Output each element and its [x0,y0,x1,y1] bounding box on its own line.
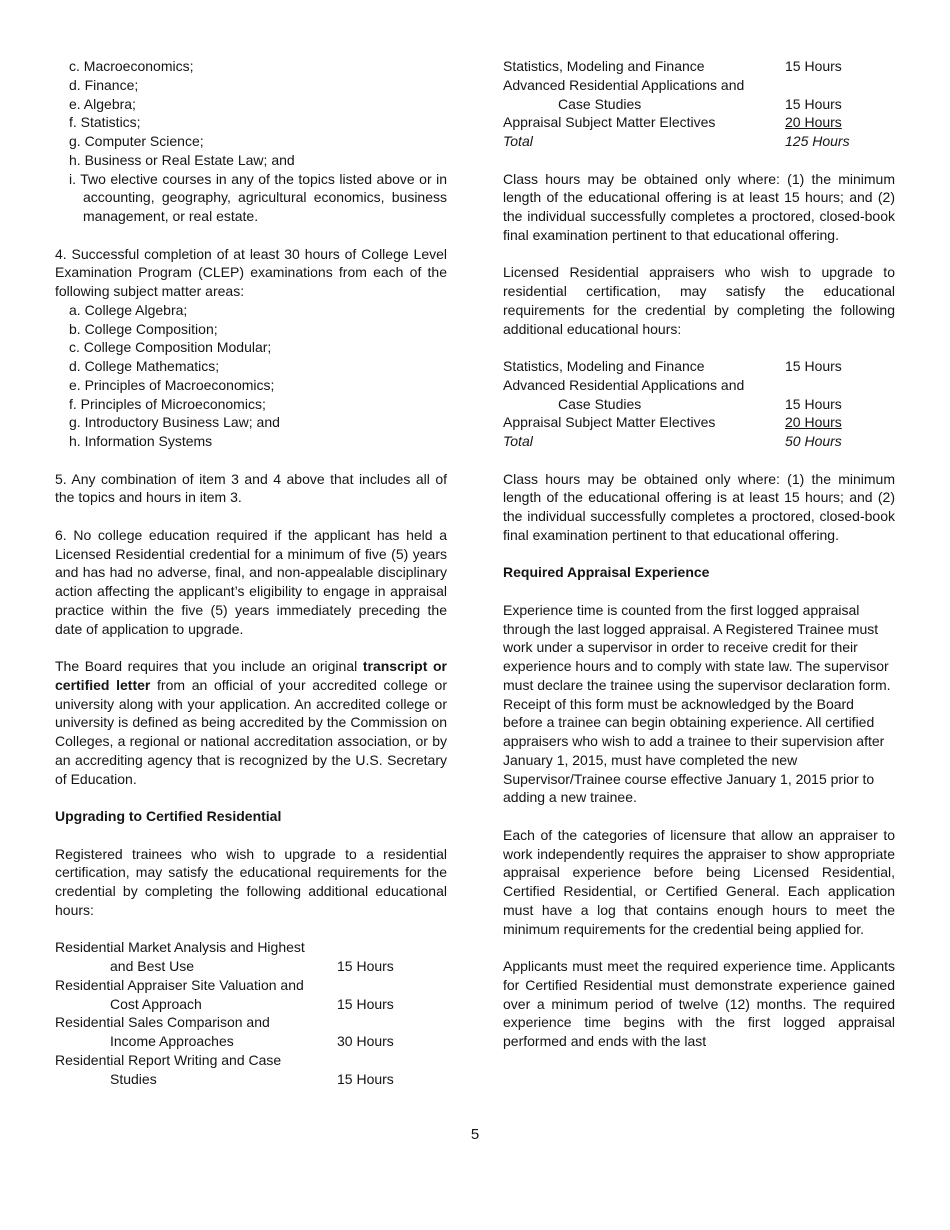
licensed-upgrade-intro-paragraph: Licensed Residential appraisers who wish to upgrade to residential certification, may satisfy the educational requirements for the credential by completing the following additional educational hours: [503,264,895,337]
list-item-statistics: f. Statistics; [69,114,141,131]
list-item-business-law: h. Business or Real Estate Law; and [69,151,295,168]
class-hours-paragraph-2: Class hours may be obtained only where: (1) the minimum length of the educational offering is at least 15 hours; and (2) the individual successfully completes a proctored, closed-book final examination pertinent to that educational offering. [503,470,895,543]
item4-paragraph: 4. Successful completion of at least 30 hours of College Level Examination Program (CLEP) examinations from each of the following subject matter areas: [55,245,447,299]
list-item-macroeconomics: c. Macroeconomics; [69,58,194,74]
list-item-finance: d. Finance; [69,76,139,93]
class-hours-paragraph-1: Class hours may be obtained only where: (1) the minimum length of the educational offering is at least 15 hours; and (2) the individual successfully completes a proctored, closed-book final examination pertinent to that educational offering. [503,170,895,243]
course-hours: 15 Hours [785,358,842,374]
trainee-upgrade-hours-table [503,57,895,151]
course-hours: 15 Hours [785,395,842,412]
applicants-paragraph: Applicants must meet the required experience time. Applicants for Certified Residential must demonstrate experience gained over a minimum period of twelve (12) months. The required experience time begins with the first logged appraisal performed and ends with the last [503,958,895,1049]
course-name: Advanced Residential Applications and [503,76,745,93]
list-item-college-composition: b. College Composition; [69,320,218,337]
course-hours-underlined: 20 Hours [785,414,842,431]
residential-course-hours-table [55,938,447,1088]
total-label: Total [503,433,533,449]
course-row [55,1013,447,1051]
left-column [55,57,447,1107]
course-name: Residential Report Writing and Case [55,1051,282,1068]
list-item-college-composition-modular: c. College Composition Modular; [69,339,272,356]
list-item-introductory-business-law: g. Introductory Business Law; and [69,414,280,431]
course-row [503,113,895,132]
upgrade-intro-paragraph: Registered trainees who wish to upgrade to a residential certification, may satisfy the educational requirements for the credential by completing the following additional educational hours: [55,845,447,918]
course-row [55,976,447,1014]
list-item-college-algebra: a. College Algebra; [69,301,188,318]
total-label: Total [503,133,533,149]
board-text-post: from an official of your accredited college or university along with your application. An accredited college or university is defined as being accredited by the Commission on Colleges, a regional or national accreditation association, or by an accrediting agency that is recognized by the U.S. Secretary of Education. [55,676,448,787]
course-hours: 15 Hours [785,58,842,74]
course-hours-underlined: 20 Hours [785,114,842,131]
list-item-college-mathematics: d. College Mathematics; [69,358,220,374]
course-name: Advanced Residential Applications and [503,376,745,393]
course-name: Statistics, Modeling and Finance [503,358,705,374]
total-row [503,132,895,151]
heading-required-appraisal-experience: Required Appraisal Experience [503,564,710,581]
course-name-continued: and Best Use [110,958,195,974]
course-name: Residential Market Analysis and Highest [55,939,305,956]
course-name-continued: Income Approaches [110,1033,234,1049]
board-requirement-paragraph [55,657,447,788]
list-item-principles-microeconomics: f. Principles of Microeconomics; [69,395,266,412]
board-text-pre: The Board requires that you include an original [55,658,363,674]
heading-upgrading-certified-residential: Upgrading to Certified Residential [55,808,282,824]
course-name-continued: Cost Approach [110,995,202,1012]
clep-list [55,301,447,451]
course-hours: 15 Hours [785,95,842,112]
course-name: Residential Appraiser Site Valuation and [55,976,304,993]
page-number: 5 [470,1126,480,1143]
list-item-electives: i. Two elective courses in any of the topics listed above or in accounting, geography, agricultural economics, business management, or real estate. [69,170,447,224]
total-hours: 125 Hours [785,133,850,149]
course-row [55,938,447,976]
experience-paragraph: Experience time is counted from the first logged appraisal through the last logged appraisal. A Registered Trainee must work under a supervisor in order to receive credit for their experience hours and to comply with state law. The supervisor must declare the trainee using the supervisor declaration form. Receipt of this form must be acknowledged by the Board before a trainee can begin obtaining experience. All certified appraisers who wish to add a trainee to their supervision after January 1, 2015, must have completed the new Supervisor/Trainee course effective January 1, 2015 prior to adding a new trainee. [503,601,891,806]
total-row [503,432,895,451]
item6-paragraph: 6. No college education required if the applicant has held a Licensed Residential credential for a minimum of five (5) years and has had no adverse, final, and non-appealable disciplinary action affecting the applicant’s eligibility to engage in appraisal practice within the five (5) years immediately preceding the date of application to upgrade. [55,526,447,637]
list-item-algebra: e. Algebra; [69,95,136,112]
course-name: Appraisal Subject Matter Electives [503,414,716,431]
course-row [503,57,895,76]
course-name: Statistics, Modeling and Finance [503,58,705,74]
item5-paragraph: 5. Any combination of item 3 and 4 above that includes all of the topics and hours in item 3. [55,470,447,506]
board-text-bold: transcript or certified letter [55,658,447,693]
course-row [503,76,895,114]
total-hours: 50 Hours [785,433,842,449]
course-name-continued: Studies [110,1070,157,1087]
licensed-upgrade-hours-table [503,357,895,451]
course-hours: 15 Hours [337,1070,394,1087]
categories-paragraph: Each of the categories of licensure that allow an appraiser to work independently requires the appraiser to show appropriate appraisal experience before being Licensed Residential, Certified Residential, or Certified General. Each application must have a log that contains enough hours to meet the minimum requirements for the credential being applied for. [503,826,895,937]
course-name: Residential Sales Comparison and [55,1014,270,1031]
course-hours: 15 Hours [337,958,394,974]
course-hours: 15 Hours [337,995,394,1012]
course-row [55,1051,447,1089]
list-item-principles-macroeconomics: e. Principles of Macroeconomics; [69,376,275,393]
course-row [503,413,895,432]
course-row [503,357,895,376]
list-item-information-systems: h. Information Systems [69,433,213,449]
course-name-continued: Case Studies [558,395,642,412]
course-name-continued: Case Studies [558,95,642,112]
course-name: Appraisal Subject Matter Electives [503,114,716,131]
course-row [503,376,895,414]
right-column [503,57,895,1107]
list-item-computer-science: g. Computer Science; [69,133,204,149]
course-hours: 30 Hours [337,1033,394,1049]
topic-list [55,57,447,226]
